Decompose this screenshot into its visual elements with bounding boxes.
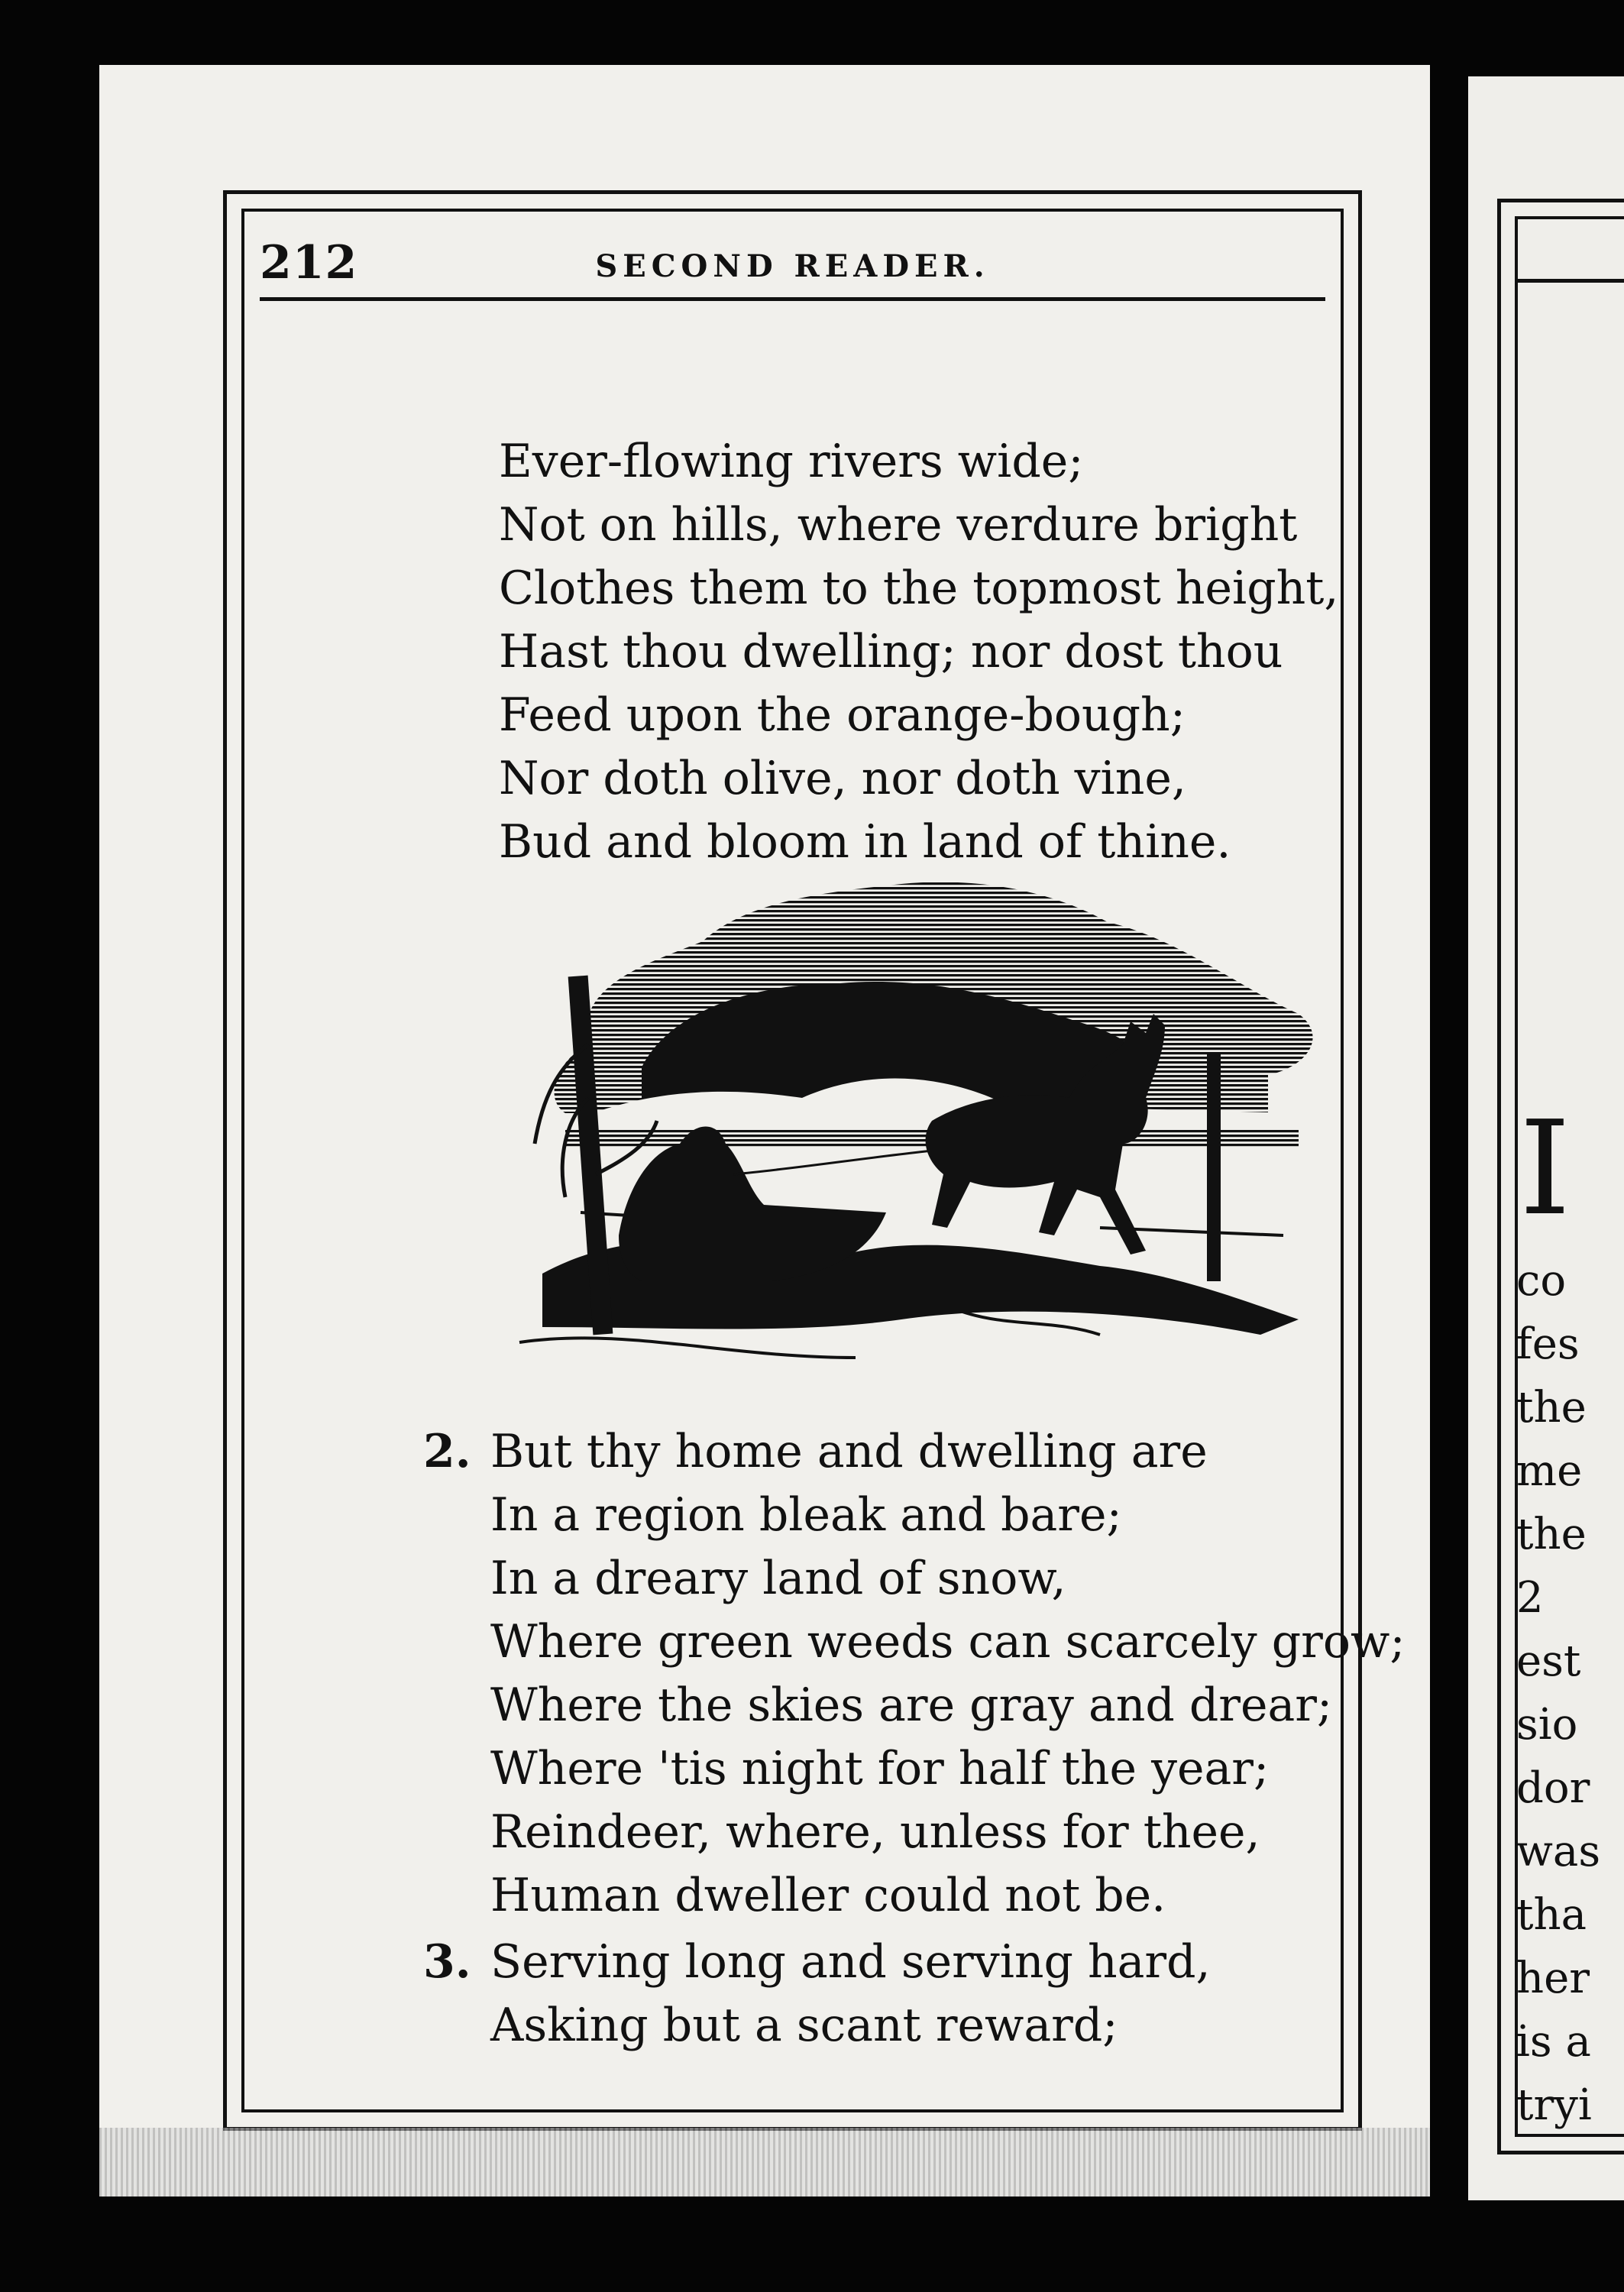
verse-line: Hast thou dwelling; nor dost thou — [499, 625, 1283, 678]
book-page-right-fragment — [1468, 76, 1624, 2200]
reindeer-sleigh-illustration — [474, 869, 1352, 1373]
line-fragment: co — [1516, 1256, 1567, 1306]
verse-line: Clothes them to the topmost height, — [499, 562, 1339, 615]
verse-line: Human dweller could not be. — [490, 1869, 1166, 1922]
verse-line: Feed upon the orange-bough; — [499, 688, 1186, 742]
verse-line: Nor doth olive, nor doth vine, — [499, 752, 1186, 805]
drop-cap: I — [1519, 1093, 1571, 1245]
line-fragment: est — [1516, 1636, 1581, 1686]
page-border-inner — [241, 209, 1406, 2112]
verse-line: Where green weeds can scarcely grow; — [490, 1615, 1406, 1669]
line-fragment: the — [1516, 1383, 1587, 1432]
verse-line — [423, 1931, 1211, 1994]
line-fragment: tha — [1516, 1890, 1587, 1940]
line-fragment: tryi — [1516, 2080, 1592, 2130]
line-fragment: was — [1516, 1827, 1601, 1876]
page-border-outer — [223, 190, 1406, 2131]
stanza-1-continued — [499, 430, 1338, 874]
verse-line: Not on hills, where verdure bright — [499, 498, 1298, 552]
verse-line — [423, 1420, 1406, 1484]
verse-line-text: Serving long and serving hard, — [490, 1935, 1211, 1989]
facing-header-rule — [1516, 279, 1624, 283]
verse-line: Bud and bloom in land of thine. — [499, 815, 1231, 869]
running-head: SECOND READER. — [595, 248, 990, 284]
verse-line: Asking but a scant reward; — [490, 1999, 1118, 2052]
book-page-left — [99, 65, 1430, 2196]
verse-line: In a region bleak and bare; — [490, 1488, 1122, 1542]
stanza-number: 2. — [423, 1425, 471, 1478]
line-fragment: sio — [1516, 1700, 1578, 1750]
line-fragment: dor — [1516, 1763, 1590, 1813]
verse-line: Where 'tis night for half the year; — [490, 1742, 1270, 1795]
line-fragment: me — [1516, 1446, 1583, 1496]
verse-line: In a dreary land of snow, — [490, 1552, 1066, 1605]
facing-page-border-outer — [1497, 199, 1624, 2154]
verse-line: Where the skies are gray and drear; — [490, 1679, 1333, 1732]
page-number: 212 — [260, 236, 358, 290]
facing-line-fragments — [1516, 1249, 1600, 2137]
line-fragment: fes — [1516, 1319, 1580, 1369]
stanza-2 — [423, 1420, 1406, 1928]
page-header — [260, 236, 1325, 301]
stanza-number: 3. — [423, 1935, 471, 1989]
fence-post — [1207, 1052, 1221, 1281]
line-fragment: her — [1516, 1954, 1590, 2003]
line-fragment: is a — [1516, 2017, 1591, 2067]
verse-line: Reindeer, where, unless for thee, — [490, 1805, 1260, 1859]
line-fragment: the — [1516, 1510, 1587, 1559]
stanza-3 — [423, 1931, 1211, 2057]
verse-line: Ever-flowing rivers wide; — [499, 435, 1084, 488]
verse-line-text: But thy home and dwelling are — [490, 1425, 1208, 1478]
line-fragment: 2 — [1516, 1573, 1544, 1623]
